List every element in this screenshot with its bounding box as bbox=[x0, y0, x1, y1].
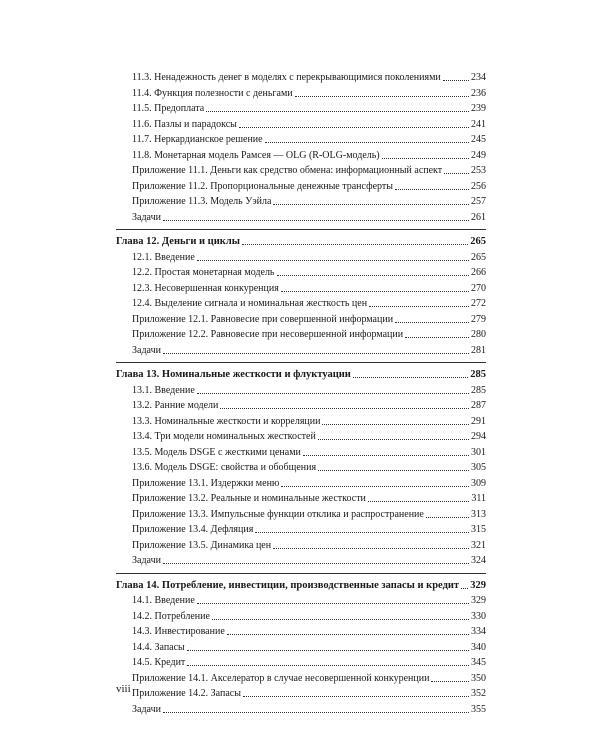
toc-section-entry[interactable] bbox=[116, 179, 486, 195]
dot-leader bbox=[273, 548, 469, 549]
toc-entry-page: 329 bbox=[470, 579, 486, 591]
dot-leader bbox=[163, 563, 469, 564]
toc-entry-page: 280 bbox=[471, 329, 486, 340]
toc-entry-page: 266 bbox=[471, 267, 486, 278]
dot-leader bbox=[353, 377, 468, 378]
toc-section-entry[interactable] bbox=[116, 702, 486, 718]
dot-leader bbox=[243, 696, 469, 697]
toc-entry-title: 13.1. Введение bbox=[132, 384, 195, 396]
toc-section-entry[interactable] bbox=[116, 398, 486, 414]
toc-entry-title: 11.4. Функция полезности с деньгами bbox=[132, 87, 293, 99]
toc-section-entry[interactable] bbox=[116, 148, 486, 164]
toc-entry-page: 309 bbox=[471, 477, 486, 489]
dot-leader bbox=[277, 275, 470, 276]
toc-entry-page: 257 bbox=[471, 196, 486, 207]
toc-section-entry[interactable] bbox=[116, 281, 486, 297]
toc-entry-title: 13.6. Модель DSGE: свойства и обобщения bbox=[132, 462, 317, 473]
dot-leader bbox=[443, 80, 469, 81]
dot-leader bbox=[405, 337, 469, 338]
toc-entry-page: 311 bbox=[471, 493, 486, 504]
toc-entry-title: 11.3. Ненадежность денег в моделях с перекрывающимися поколениями bbox=[132, 72, 441, 83]
toc-entry-title: Приложение 13.3. Импульсные функции отклика и распространение bbox=[132, 508, 424, 520]
table-of-contents bbox=[116, 70, 486, 717]
toc-entry-title: Глава 12. Деньги и циклы bbox=[116, 236, 240, 247]
toc-entry-page: 256 bbox=[471, 180, 486, 192]
toc-entry-page: 236 bbox=[471, 87, 486, 99]
toc-section-entry[interactable] bbox=[116, 312, 486, 328]
toc-entry-title: 11.8. Монетарная модель Рамсея — OLG (R-OLG-модель) bbox=[132, 149, 380, 161]
dot-leader bbox=[163, 712, 469, 713]
toc-section-entry[interactable] bbox=[116, 343, 486, 359]
toc-section-entry[interactable] bbox=[116, 296, 486, 312]
toc-section-entry[interactable] bbox=[116, 538, 486, 554]
toc-entry-page: 234 bbox=[471, 72, 486, 83]
toc-entry-page: 239 bbox=[471, 103, 486, 114]
toc-entry-page: 285 bbox=[471, 384, 486, 396]
toc-section-entry[interactable] bbox=[116, 210, 486, 226]
dot-leader bbox=[444, 173, 469, 174]
dot-leader bbox=[197, 260, 469, 261]
dot-leader bbox=[318, 439, 469, 440]
toc-entry-title: 14.4. Запасы bbox=[132, 641, 185, 653]
toc-entry-page: 330 bbox=[471, 610, 486, 622]
toc-section-entry[interactable] bbox=[116, 522, 486, 538]
toc-entry-page: 315 bbox=[471, 524, 486, 535]
toc-entry-title: Задачи bbox=[132, 555, 161, 566]
toc-entry-title: Приложение 11.1. Деньги как средство обмена: информационный аспект bbox=[132, 165, 443, 176]
toc-section-entry[interactable] bbox=[116, 686, 486, 702]
toc-entry-title: 12.3. Несовершенная конкуренция bbox=[132, 282, 279, 294]
toc-section-entry[interactable] bbox=[116, 117, 486, 133]
dot-leader bbox=[187, 650, 469, 651]
toc-entry-page: 294 bbox=[471, 431, 486, 442]
toc-entry-page: 355 bbox=[471, 703, 486, 715]
toc-entry-page: 279 bbox=[471, 313, 486, 325]
toc-entry-title: 14.2. Потребление bbox=[132, 610, 210, 622]
toc-entry-page: 285 bbox=[470, 369, 486, 380]
toc-section-entry[interactable] bbox=[116, 593, 486, 609]
toc-entry-page: 301 bbox=[471, 446, 486, 458]
toc-section-entry[interactable] bbox=[116, 250, 486, 266]
toc-entry-page: 253 bbox=[471, 165, 486, 176]
toc-section-entry[interactable] bbox=[116, 86, 486, 102]
dot-leader bbox=[187, 665, 469, 666]
toc-entry-title: Приложение 13.4. Дефляция bbox=[132, 524, 254, 535]
dot-leader bbox=[395, 322, 469, 323]
toc-section-entry[interactable] bbox=[116, 327, 486, 343]
section-divider bbox=[116, 229, 486, 230]
dot-leader bbox=[368, 501, 469, 502]
toc-section-entry[interactable] bbox=[116, 445, 486, 461]
section-divider bbox=[116, 362, 486, 363]
toc-entry-page: 329 bbox=[471, 595, 486, 606]
toc-entry-title: Приложение 11.2. Пропорциональные денежные трансферты bbox=[132, 180, 393, 192]
toc-entry-page: 245 bbox=[471, 134, 486, 145]
dot-leader bbox=[369, 306, 469, 307]
toc-entry-page: 265 bbox=[471, 251, 486, 263]
toc-entry-page: 261 bbox=[471, 211, 486, 223]
dot-leader bbox=[239, 127, 469, 128]
toc-entry-title: Приложение 14.1. Акселератор в случае несовершенной конкуренции bbox=[132, 672, 430, 684]
dot-leader bbox=[242, 244, 468, 245]
toc-entry-title: Задачи bbox=[132, 703, 161, 715]
toc-section-entry[interactable] bbox=[116, 507, 486, 523]
toc-entry-page: 265 bbox=[470, 236, 486, 247]
toc-entry-title: 12.2. Простая монетарная модель bbox=[132, 267, 275, 278]
toc-section-entry[interactable] bbox=[116, 640, 486, 656]
dot-leader bbox=[197, 393, 469, 394]
toc-entry-title: Приложение 13.5. Динамика цен bbox=[132, 539, 272, 551]
toc-entry-page: 270 bbox=[471, 282, 486, 294]
dot-leader bbox=[382, 158, 469, 159]
toc-section-entry[interactable] bbox=[116, 163, 486, 179]
dot-leader bbox=[220, 408, 469, 409]
toc-entry-title: 11.7. Неркардианское решение bbox=[132, 134, 263, 145]
toc-section-entry[interactable] bbox=[116, 414, 486, 430]
toc-chapter-entry[interactable] bbox=[116, 234, 486, 250]
toc-section-entry[interactable] bbox=[116, 429, 486, 445]
toc-entry-title: Приложение 14.2. Запасы bbox=[132, 688, 241, 699]
toc-section-entry[interactable] bbox=[116, 460, 486, 476]
toc-entry-page: 324 bbox=[471, 555, 486, 566]
dot-leader bbox=[163, 220, 469, 221]
toc-section-entry[interactable] bbox=[116, 194, 486, 210]
dot-leader bbox=[281, 291, 469, 292]
dot-leader bbox=[426, 517, 469, 518]
dot-leader bbox=[206, 111, 469, 112]
toc-entry-page: 350 bbox=[471, 672, 486, 684]
toc-section-entry[interactable] bbox=[116, 101, 486, 117]
toc-entry-title: 11.6. Пазлы и парадоксы bbox=[132, 118, 237, 130]
toc-entry-title: Задачи bbox=[132, 211, 161, 223]
toc-entry-title: Приложение 12.1. Равновесие при совершенной информации bbox=[132, 313, 394, 325]
page-number: viii bbox=[116, 683, 131, 695]
dot-leader bbox=[227, 634, 469, 635]
toc-entry-title: 13.5. Модель DSGE с жесткими ценами bbox=[132, 446, 301, 458]
dot-leader bbox=[273, 204, 469, 205]
toc-section-entry[interactable] bbox=[116, 476, 486, 492]
toc-section-entry[interactable] bbox=[116, 132, 486, 148]
toc-entry-page: 241 bbox=[471, 118, 486, 130]
dot-leader bbox=[303, 455, 469, 456]
dot-leader bbox=[212, 619, 469, 620]
toc-entry-title: 13.3. Номинальные жесткости и корреляции bbox=[132, 415, 321, 427]
toc-entry-title: 14.5. Кредит bbox=[132, 657, 186, 668]
toc-entry-title: Приложение 13.2. Реальные и номинальные жесткости bbox=[132, 493, 366, 504]
toc-section-entry[interactable] bbox=[116, 70, 486, 86]
toc-section-entry[interactable] bbox=[116, 265, 486, 281]
toc-entry-page: 305 bbox=[471, 462, 486, 473]
dot-leader bbox=[318, 470, 469, 471]
dot-leader bbox=[197, 603, 469, 604]
dot-leader bbox=[461, 588, 468, 589]
toc-section-entry[interactable] bbox=[116, 609, 486, 625]
toc-entry-title: 14.3. Инвестирование bbox=[132, 626, 225, 637]
toc-chapter-entry[interactable] bbox=[116, 367, 486, 383]
toc-entry-page: 291 bbox=[471, 415, 486, 427]
toc-entry-title: 13.4. Три модели номинальных жесткостей bbox=[132, 431, 316, 442]
dot-leader bbox=[395, 189, 469, 190]
toc-entry-title: Глава 13. Номинальные жесткости и флуктуации bbox=[116, 369, 351, 380]
toc-section-entry[interactable] bbox=[116, 624, 486, 640]
toc-entry-title: Задачи bbox=[132, 344, 161, 356]
toc-entry-title: 11.5. Предоплата bbox=[132, 103, 205, 114]
dot-leader bbox=[255, 532, 469, 533]
toc-entry-title: 12.4. Выделение сигнала и номинальная жесткость цен bbox=[132, 298, 368, 309]
toc-entry-title: Приложение 13.1. Издержки меню bbox=[132, 477, 280, 489]
toc-entry-page: 281 bbox=[471, 344, 486, 356]
dot-leader bbox=[281, 486, 469, 487]
toc-entry-title: 12.1. Введение bbox=[132, 251, 195, 263]
dot-leader bbox=[295, 96, 469, 97]
dot-leader bbox=[163, 353, 469, 354]
toc-entry-title: Приложение 11.3. Модель Уэйла bbox=[132, 196, 272, 207]
toc-entry-page: 272 bbox=[471, 298, 486, 309]
dot-leader bbox=[322, 424, 469, 425]
dot-leader bbox=[265, 142, 469, 143]
toc-entry-title: Глава 14. Потребление, инвестиции, производственные запасы и кредит bbox=[116, 579, 460, 591]
toc-entry-page: 345 bbox=[471, 657, 486, 668]
toc-entry-page: 287 bbox=[471, 400, 486, 411]
toc-section-entry[interactable] bbox=[116, 553, 486, 569]
dot-leader bbox=[431, 681, 469, 682]
toc-section-entry[interactable] bbox=[116, 671, 486, 687]
toc-entry-page: 352 bbox=[471, 688, 486, 699]
toc-entry-title: 13.2. Ранние модели bbox=[132, 400, 219, 411]
toc-section-entry[interactable] bbox=[116, 655, 486, 671]
toc-entry-page: 249 bbox=[471, 149, 486, 161]
toc-entry-page: 334 bbox=[471, 626, 486, 637]
toc-entry-page: 313 bbox=[471, 508, 486, 520]
toc-section-entry[interactable] bbox=[116, 491, 486, 507]
toc-chapter-entry[interactable] bbox=[116, 578, 486, 594]
toc-entry-title: 14.1. Введение bbox=[132, 595, 195, 606]
toc-entry-title: Приложение 12.2. Равновесие при несовершенной информации bbox=[132, 329, 404, 340]
toc-entry-page: 321 bbox=[471, 539, 486, 551]
toc-entry-page: 340 bbox=[471, 641, 486, 653]
toc-section-entry[interactable] bbox=[116, 383, 486, 399]
section-divider bbox=[116, 573, 486, 574]
